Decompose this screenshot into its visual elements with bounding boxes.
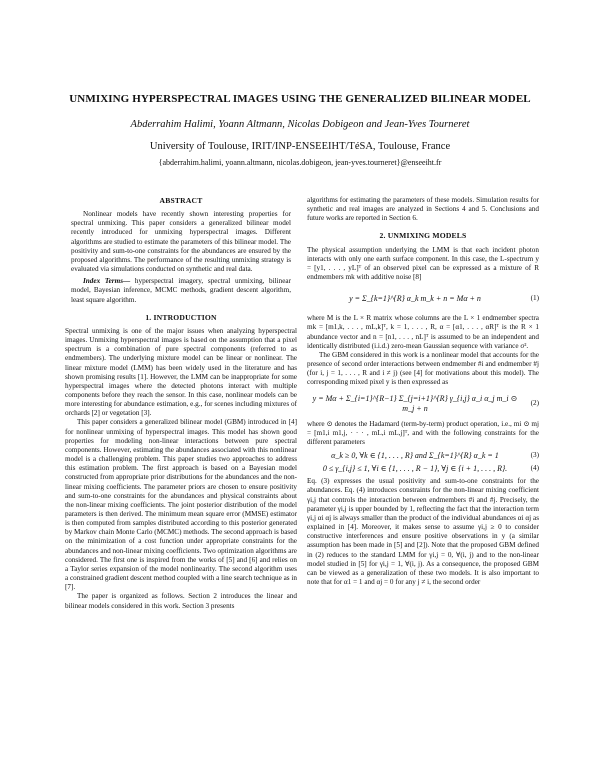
models-paragraph-4: where ⊙ denotes the Hadamard (term-by-term) product operation, i.e., mi ⊙ mj = [m1,i m1,j, · · · , mL,i mL,j]ᵀ, and with the following constraints for the different parameters (307, 419, 539, 446)
equation-2-body: y = Mα + Σ_{i=1}^{R−1} Σ_{j=i+1}^{R} γ_{i,j} α_i α_j m_i ⊙ m_j + n (312, 394, 518, 413)
equation-4-number: (4) (530, 464, 539, 473)
models-paragraph-1: The physical assumption underlying the LMM is that each incident photon interacts with only one earth surface component. In this case, the L-spectrum y = [y1, . . . , yL]ᵀ of an observed pixel can be expressed as a mixture of R endmembers mk with additive noise [8] (307, 245, 539, 282)
equation-1-number: (1) (530, 293, 539, 302)
models-heading: 2. UNMIXING MODELS (379, 231, 467, 241)
paper-authors: Abderrahim Halimi, Yoann Altmann, Nicolas Dobigeon and Jean-Yves Tourneret (130, 119, 470, 130)
equation-4-body: 0 ≤ γ_{i,j} ≤ 1, ∀i ∈ {1, . . . , R − 1}, ∀j ∈ {i + 1, . . . , R}. (322, 464, 508, 474)
equation-3 (307, 451, 539, 460)
right-column (307, 196, 539, 587)
intro-paragraph-1: Spectral unmixing is one of the major issues when analyzing hyperspectral images. Unmixing hyperspectral images is based on the assumption that a pixel spectrum is a combination of pure spectral components (referred to as endmembers). The underlying mixture model can be linear or nonlinear. The linear mixture model (LMM) has been widely used in the literature and has shown promising results [1]. However, the LMM can be inappropriate for some hyperspectral images where the detected photons interact with multiple components before they reach the sensor. In this case, nonlinear models can be more interesting for abundance estimation, e.g., for scenes including mixtures of orchards [2] or vegetation [3]. (65, 326, 297, 418)
equation-3-number: (3) (530, 450, 539, 459)
left-column (65, 196, 297, 611)
abstract-text: Nonlinear models have recently shown interesting properties for spectral unmixing. This paper considers a generalized bilinear model recently introduced for unmixing hyperspectral images. Different algorithms are studied to estimate the parameters of this bilinear model. The positivity and sum-to-one constraints for the abundances are ensured by the proposed algorithms. The performance of the resulting unmixing strategy is evaluated via simulations conducted on synthetic and real data. (71, 210, 291, 274)
equation-1-body: y = Σ_{k=1}^{R} α_k m_k + n = Mα + n (349, 293, 481, 303)
models-paragraph-5: Eq. (3) expresses the usual positivity and sum-to-one constraints for the abundances. Eq. (4) introduces constraints for the non-linear mixing coefficient γi,j that controls the interaction between endmembers #i and #j. Precisely, the parameter γi,j is upper bounded by 1, reflecting the fact that the interaction term γi,j αi αj is always smaller than the product of the individual abundances αi αj as explained in [4]. Moreover, it makes sense to assume γi,j ≥ 0 to consider constructive interferences and ensure positive observations in y (a similar assumption has been made in [5] and [2]). Note that the proposed GBM defined in (2) reduces to the standard LMM for γi,j = 0, ∀(i, j) and to the non-linear model studied in [5] for γi,j = 1, ∀(i, j). As a consequence, the proposed GBM can be viewed as a generalization of these two models. It is also important to note that for α1 = 1 and αj = 0 for any j ≠ i, the second order (307, 477, 539, 586)
paper-title: UNMIXING HYPERSPECTRAL IMAGES USING THE GENERALIZED BILINEAR MODEL (69, 93, 531, 105)
paper-emails: {abderrahim.halimi, yoann.altmann, nicolas.dobigeon, jean-yves.tourneret}@enseeiht.fr (158, 158, 442, 167)
intro-paragraph-3: The paper is organized as follows. Section 2 introduces the linear and bilinear models considered in this work. Section 3 presents (65, 592, 297, 610)
equation-3-body: α_k ≥ 0, ∀k ∈ {1, . . . , R} and Σ_{k=1}^{R} α_k = 1 (331, 450, 499, 460)
abstract-heading: ABSTRACT (159, 196, 203, 205)
equation-4 (307, 464, 539, 473)
index-terms-label: Index Terms— (83, 277, 131, 286)
models-paragraph-3: The GBM considered in this work is a nonlinear model that accounts for the presence of second order interactions between endmember #i and endmember #j (for i, j = 1, . . . , R and i ≠ j) (see [4] for motivations about this model). The corresponding mixed pixel y is then expressed as (307, 350, 539, 387)
equation-1 (307, 286, 539, 310)
intro-paragraph-2: This paper considers a generalized bilinear model (GBM) introduced in [4] for nonlinear unmixing of hyperspectral images. This model has shown good properties for modeling non-linear interactions between pure spectral components. However, estimating the abundances associated with this nonlinear model is a challenging problem. This paper studies two approaches to address this estimation problem. The first approach is based on a Bayesian model constructed from appropriate prior distributions for the abundances and the non-linear mixing coefficients. The parameter priors are chosen to ensure positivity and sum-to-one constraints for the abundances and physical constraints about the non-linear mixing coefficients. The joint posterior distribution of the model parameters is then derived. The minimum mean square error (MMSE) estimator is then computed from samples distributed according to this posterior generated by Markov chain Monte Carlo (MCMC) methods. The second approach is based on the minimization of a cost function under appropriate constraints for the abundances and non-linear mixing coefficients. Two optimization algorithms are considered. The first one is inspired from the works of [5] and [6] and relies on a Taylor series expansion of the model nonlinearity. The second algorithm uses a constrained gradient descent method coupled with a line search technique as in [7]. (65, 418, 297, 592)
abstract-section (65, 210, 297, 305)
models-paragraph-2: where M is the L × R matrix whose columns are the L × 1 endmember spectra mk = [m1,k, . . . , mL,k]ᵀ, k = 1, . . . , R, α = [α1, . . . , αR]ᵀ is the R × 1 abundance vector and n = [n1, . . . , nL]ᵀ is assumed to be an independent and identically distributed (i.i.d.) zero-mean Gaussian sequence with variance σ². (307, 314, 539, 350)
paper-affiliation: University of Toulouse, IRIT/INP-ENSEEIHT/TéSA, Toulouse, France (149, 141, 451, 152)
index-terms-text: hyperspectral imagery, spectral unmixing, bilinear model, Bayesian inference, MCMC methods, gradient descent algorithm, least square algorithm. (71, 277, 291, 304)
equation-2-number: (2) (530, 398, 539, 407)
right-paragraph-0: algorithms for estimating the parameters of these models. Simulation results for synthetic and real images are analyzed in Sections 4 and 5. Conclusions and future works are reported in Section 6. (307, 196, 539, 223)
index-terms (71, 277, 291, 304)
equation-2 (307, 392, 539, 416)
intro-heading: 1. INTRODUCTION (145, 312, 217, 322)
